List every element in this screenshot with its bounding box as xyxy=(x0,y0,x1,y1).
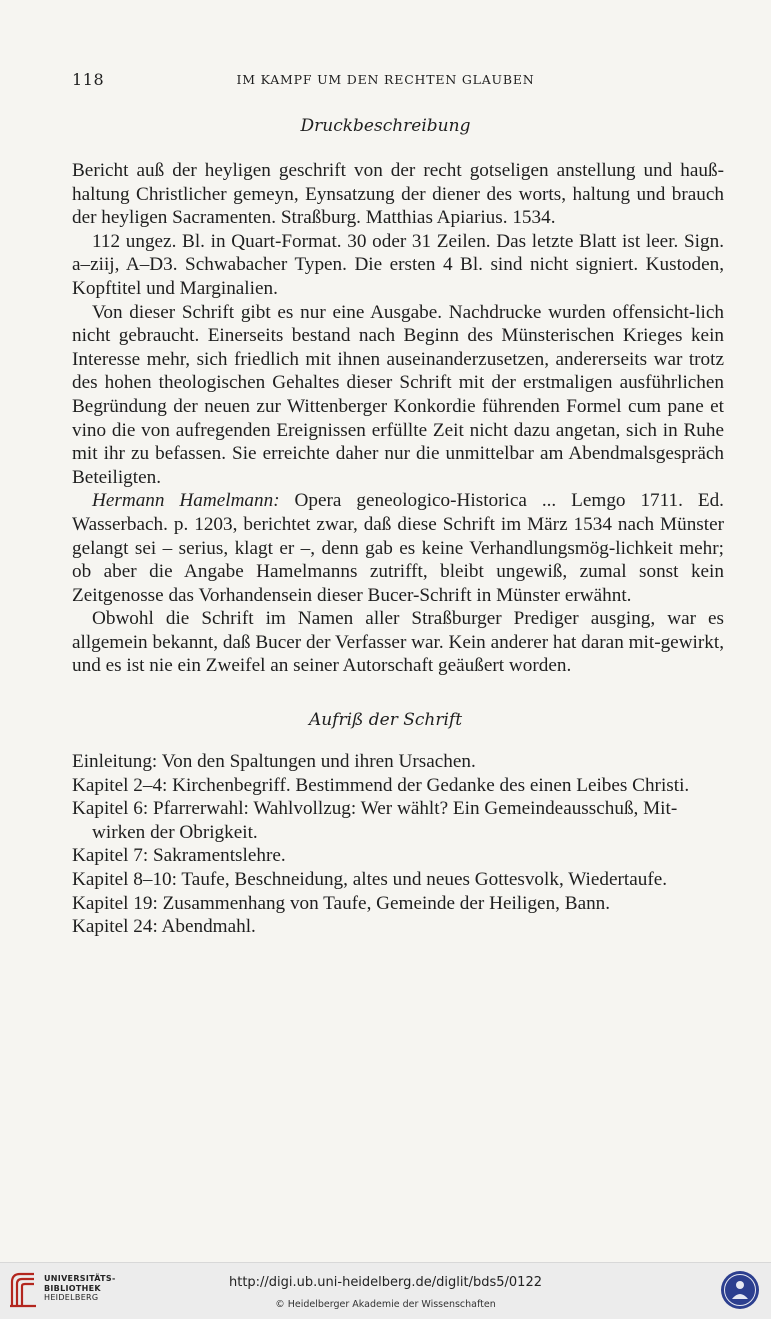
library-line-2: BIBLIOTHEK xyxy=(44,1283,101,1293)
outline-list xyxy=(72,750,724,939)
outline-item: Kapitel 2–4: Kirchenbegriff. Bestimmend der Gedanke des einen Leibes Christi. xyxy=(72,774,690,796)
outline-item: Kapitel 24: Abendmahl. xyxy=(72,916,256,938)
outline-item: Kapitel 6: Pfarrerwahl: Wahlvollzug: Wer wählt? Ein Gemeindeausschuß, Mit-wirken der Obrigkeit. xyxy=(72,798,678,843)
paragraph-authorship: Obwohl die Schrift im Namen aller Straßburger Prediger ausging, war es allgemein bekannt, daß Bucer der Verfasser war. Kein anderer hat daran mit-gewirkt, und es ist nie ein Zweifel an seiner Autorschaft geäußert worden. xyxy=(72,608,724,677)
copyright-notice: © Heidelberger Akademie der Wissenschaften xyxy=(275,1299,496,1310)
section-heading-druckbeschreibung: Druckbeschreibung xyxy=(300,116,471,136)
footer-bar xyxy=(0,1262,771,1319)
section-body-druckbeschreibung xyxy=(72,159,724,678)
academy-seal-icon xyxy=(719,1269,761,1311)
section-heading-aufriss: Aufriß der Schrift xyxy=(308,710,463,730)
paragraph-hamelmann-text: Opera geneologico-Historica ... Lemgo 1711. Ed. Wasserbach. p. 1203, berichtet zwar, daß diese Schrift im März 1534 nach Münster gelangt sei – serius, klagt er –, denn gab es keine Verhandlungsmög-lichkeit mehr; ob aber die Angabe Hamelmanns zutrifft, bleibt ungewiß, zumal sonst kein Zeitgenosse das Vorhandensein dieser Bucer-Schrift in Münster erwähnt. xyxy=(72,490,724,606)
author-name: Hermann Hamelmann: xyxy=(92,490,280,512)
paragraph-title-record: Bericht auß der heyligen geschrift von der recht gotseligen anstellung und hauß-haltung Christlicher gemeyn, Eynsatzung der diener des worts, haltung und brauch der heyligen Sacramenten. Straßburg. Matthias Apiarius. 1534. xyxy=(72,160,724,229)
running-head xyxy=(72,70,699,92)
library-line-3: HEIDELBERG xyxy=(44,1293,99,1302)
paragraph-editions: Von dieser Schrift gibt es nur eine Ausgabe. Nachdrucke wurden offensicht-lich nicht gebraucht. Einerseits bestand nach Beginn des Münsterischen Krieges kein Interesse mehr, sich friedlich mit ihnen auseinanderzusetzen, andererseits war trotz des hohen theologischen Gehaltes dieser Schrift mit der erstmaligen ausführlichen Begründung der neuen zur Wittenberger Konkordie führenden Formel cum pane et vino die von aufregenden Ereignissen erfüllte Zeit nicht dazu angetan, sich in Ruhe mit ihr zu befassen. Sie erreichte daher nur die unmittelbar am Abendmalsgespräch Beteiligten. xyxy=(72,301,724,488)
library-line-1: UNIVERSITÄTS- xyxy=(44,1274,116,1283)
paragraph-collation: 112 ungez. Bl. in Quart-Format. 30 oder 31 Zeilen. Das letzte Blatt ist leer. Sign. a–ziij, A–D3. Schwabacher Typen. Die ersten 4 Bl. sind nicht signiert. Kustoden, Kopftitel und Marginalien. xyxy=(72,230,724,299)
page-number: 118 xyxy=(72,70,105,89)
outline-item: Einleitung: Von den Spaltungen und ihren Ursachen. xyxy=(72,751,476,772)
outline-item: Kapitel 8–10: Taufe, Beschneidung, altes und neues Gottesvolk, Wiedertaufe. xyxy=(72,868,668,890)
outline-item: Kapitel 7: Sakramentslehre. xyxy=(72,845,286,867)
paragraph-hamelmann xyxy=(72,489,724,607)
permalink-url[interactable]: http://digi.ub.uni-heidelberg.de/diglit/bds5/0122 xyxy=(228,1275,542,1290)
running-title: IM KAMPF UM DEN RECHTEN GLAUBEN xyxy=(236,72,535,87)
outline-item: Kapitel 19: Zusammenhang von Taufe, Gemeinde der Heiligen, Bann. xyxy=(72,892,611,914)
